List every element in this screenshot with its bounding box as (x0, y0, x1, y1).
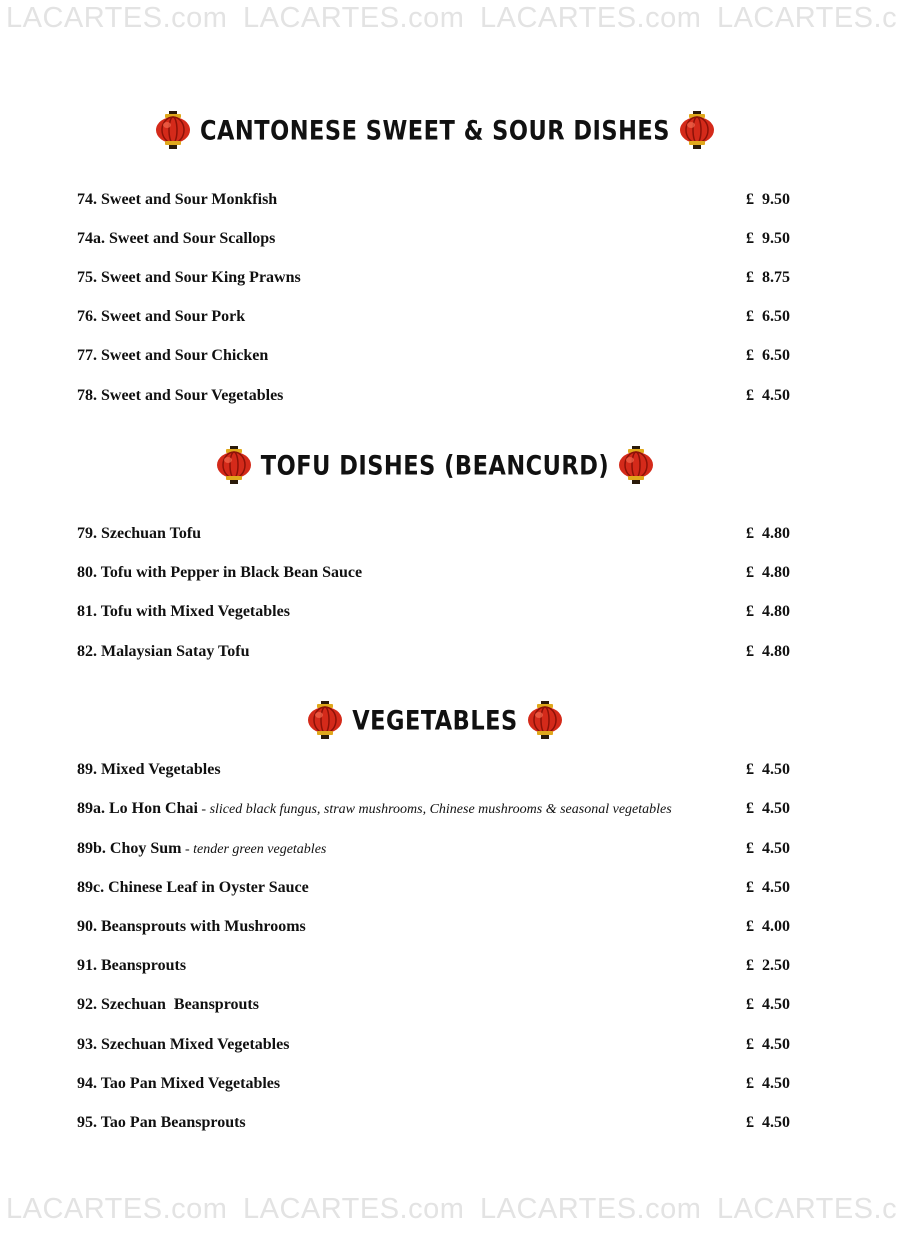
menu-item (77, 797, 790, 821)
lantern-icon (617, 445, 655, 485)
item-name: 95. Tao Pan Beansprouts (77, 1114, 246, 1131)
item-name: 77. Sweet and Sour Chicken (77, 347, 269, 364)
watermark-text: LACARTES.com (242, 2, 465, 34)
menu-item (77, 915, 790, 939)
item-price: £ 4.80 (746, 603, 790, 620)
item-price: £ 4.00 (746, 918, 790, 935)
menu-item (77, 1072, 790, 1096)
item-name: 91. Beansprouts (77, 957, 187, 974)
item-price: £ 4.50 (746, 879, 790, 896)
item-name: 82. Malaysian Satay Tofu (77, 643, 250, 660)
item-name: 90. Beansprouts with Mushrooms (77, 918, 306, 935)
menu-item (77, 837, 790, 861)
watermark-text: LACARTES.com (6, 2, 228, 34)
item-name: 75. Sweet and Sour King Prawns (77, 269, 301, 286)
menu-item (77, 640, 790, 664)
item-description: - sliced black fungus, straw mushrooms, Chinese mushrooms & seasonal vegetables (197, 802, 672, 817)
menu-item (77, 954, 790, 978)
item-price: £ 2.50 (746, 957, 790, 974)
item-price: £ 9.50 (746, 191, 790, 208)
item-name: 89b. Choy Sum (77, 840, 182, 857)
lantern-icon (154, 110, 192, 150)
menu-item (77, 188, 790, 212)
section-header (0, 698, 870, 742)
menu-item (77, 758, 790, 782)
watermark-text: LACARTES.com (242, 1193, 465, 1225)
item-name: 74. Sweet and Sour Monkfish (77, 191, 278, 208)
item-name: 76. Sweet and Sour Pork (77, 308, 246, 325)
watermark-bottom (0, 1193, 898, 1233)
watermark-text: LACARTES.com (6, 1193, 228, 1225)
section-header (0, 108, 870, 152)
watermark-text: LACARTES.c (716, 2, 898, 34)
menu-item (77, 600, 790, 624)
item-price: £ 4.80 (746, 525, 790, 542)
item-price: £ 4.50 (746, 1114, 790, 1131)
lantern-icon (306, 700, 344, 740)
item-price: £ 4.80 (746, 643, 790, 660)
item-price: £ 4.50 (746, 387, 790, 404)
item-name: 80. Tofu with Pepper in Black Bean Sauce (77, 564, 363, 581)
section-title: VEGETABLES (352, 704, 518, 736)
lantern-icon (526, 700, 564, 740)
menu-item (77, 561, 790, 585)
menu-item (77, 227, 790, 251)
item-name: 78. Sweet and Sour Vegetables (77, 387, 284, 404)
item-price: £ 4.50 (746, 1036, 790, 1053)
watermark-text: LACARTES.c (716, 1193, 898, 1225)
menu-item (77, 384, 790, 408)
menu-item (77, 266, 790, 290)
watermark-top (0, 2, 898, 42)
menu-item (77, 522, 790, 546)
item-price: £ 8.75 (746, 269, 790, 286)
lantern-icon (215, 445, 253, 485)
item-description: - tender green vegetables (181, 842, 327, 857)
section-header (0, 443, 870, 487)
menu-item (77, 344, 790, 368)
menu-item (77, 993, 790, 1017)
watermark-text: LACARTES.com (479, 1193, 702, 1225)
menu-item (77, 1033, 790, 1057)
item-price: £ 4.50 (746, 840, 790, 857)
item-price: £ 9.50 (746, 230, 790, 247)
item-price: £ 4.50 (746, 996, 790, 1013)
item-price: £ 4.80 (746, 564, 790, 581)
item-name: 92. Szechuan Beansprouts (77, 996, 259, 1013)
item-name: 93. Szechuan Mixed Vegetables (77, 1036, 290, 1053)
item-price: £ 6.50 (746, 347, 790, 364)
item-name: 89. Mixed Vegetables (77, 761, 221, 778)
item-price: £ 4.50 (746, 761, 790, 778)
item-price: £ 4.50 (746, 1075, 790, 1092)
item-price: £ 6.50 (746, 308, 790, 325)
menu-item (77, 876, 790, 900)
watermark-text: LACARTES.com (479, 2, 702, 34)
item-name: 81. Tofu with Mixed Vegetables (77, 603, 290, 620)
item-name: 79. Szechuan Tofu (77, 525, 202, 542)
item-name: 74a. Sweet and Sour Scallops (77, 230, 276, 247)
item-name: 89c. Chinese Leaf in Oyster Sauce (77, 879, 309, 896)
item-price: £ 4.50 (746, 800, 790, 817)
menu-item (77, 1111, 790, 1135)
section-title: CANTONESE SWEET & SOUR DISHES (200, 114, 670, 146)
lantern-icon (678, 110, 716, 150)
item-name: 89a. Lo Hon Chai (77, 800, 198, 817)
item-name: 94. Tao Pan Mixed Vegetables (77, 1075, 281, 1092)
section-title: TOFU DISHES (BEANCURD) (260, 449, 610, 481)
menu-item (77, 305, 790, 329)
